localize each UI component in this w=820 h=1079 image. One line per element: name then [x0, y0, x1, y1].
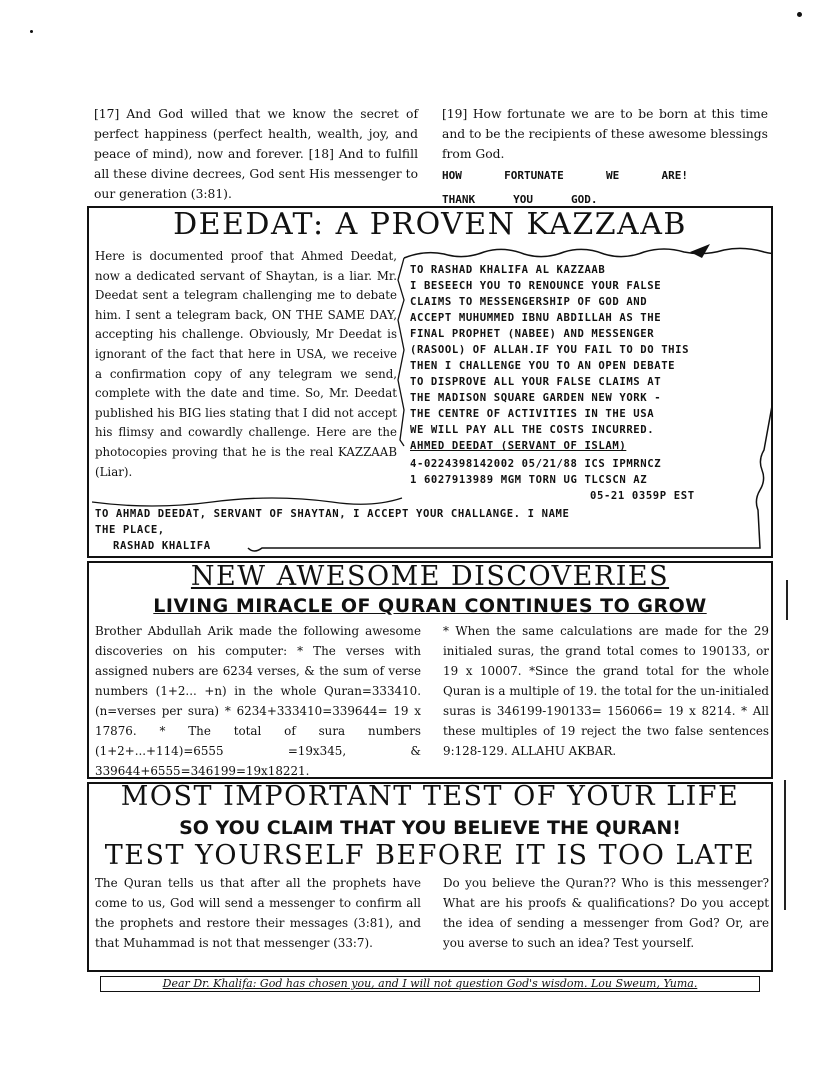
discoveries-subtitle: LIVING MIRACLE OF QURAN CONTINUES TO GROW — [153, 595, 707, 617]
telegram-line: ACCEPT MUHUMMED IBNU ABDILLAH AS THE — [410, 312, 662, 324]
telegram-line: THE MADISON SQUARE GARDEN NEW YORK - — [410, 392, 662, 404]
reply-line: THE PLACE, — [95, 524, 165, 536]
fortunate-line — [442, 166, 688, 186]
discoveries-right-text: * When the same calculations are made for the 29 initialed suras, the grand total comes to 190133, or 19 x 10007. *Since the grand total for the whole Quran is a multiple of 19. the total for the un-initialed suras is 346199-190133= 156066= 19 x 8214. * All these multiples of 19 reject the two false sentences 9:128-129. ALLAHU AKBAR. — [443, 624, 769, 758]
top-right-column — [442, 104, 768, 210]
test-left-text: The Quran tells us that after all the prophets have come to us, God will send a messenger to confirm all the prophets and restore their messages (3:81), and that Muhammad is not that messenger (33:7). — [95, 876, 421, 950]
telegram-line: TO DISPROVE ALL YOUR FALSE CLAIMS AT — [410, 376, 662, 388]
deedat-title: DEEDAT: A PROVEN KAZZAAB — [173, 207, 687, 242]
discoveries-left-text: Brother Abdullah Arik made the following awesome discoveries on his computer: * The verses with assigned nubers are 6234 verses, & the sum of verse numbers (1+2... +n) in the whole Quran=333410. (n=verses per sura) * 6234+333410=339644= 19 x 17876. * The total of sura numbers (1+2+...+114)=6555 =19x345, & 339644+6555=346199=19x18221. — [95, 624, 421, 778]
telegram-line: WE WILL PAY ALL THE COSTS INCURRED. — [410, 424, 655, 436]
reply-line: TO AHMAD DEEDAT, SERVANT OF SHAYTAN, I ACCEPT YOUR CHALLANGE. I NAME — [95, 508, 570, 520]
discoveries-right-column — [443, 621, 769, 761]
test-subtitle: SO YOU CLAIM THAT YOU BELIEVE THE QURAN! — [179, 817, 681, 839]
caps-word: HOW — [442, 169, 462, 182]
reply-header-line: 4-0224398142002 05/21/88 ICS IPMRNCZ — [410, 458, 662, 470]
caps-word: THANK — [442, 193, 476, 206]
deedat-telegram — [410, 262, 770, 454]
discoveries-left-column — [95, 621, 421, 781]
caps-word: YOU — [513, 193, 533, 206]
scan-edge-mark — [784, 780, 786, 910]
top-left-column — [94, 104, 418, 204]
scan-speck — [797, 12, 802, 17]
test-left-column — [95, 873, 421, 953]
telegram-line: (RASOOL) OF ALLAH.IF YOU FAIL TO DO THIS — [410, 344, 690, 356]
reply-header-line: 05-21 0359P EST — [590, 490, 695, 502]
footer-quote: Dear Dr. Khalifa: God has chosen you, and I will not question God's wisdom. Lou Sweum, Yuma. — [162, 977, 698, 990]
telegram-line: AHMED DEEDAT (SERVANT OF ISLAM) — [410, 440, 627, 452]
reply-line: RASHAD KHALIFA — [113, 540, 211, 552]
deedat-body-text: Here is documented proof that Ahmed Deedat, now a dedicated servant of Shaytan, is a liar. Mr. Deedat sent a telegram challenging me to debate him. I sent a telegram back, ON THE SAME DAY, accepting his challenge. Obviously, Mr Deedat is ignorant of the fact that here in USA, we receive a confirmation copy of any telegram we send, complete with the date and time. So, Mr. Deedat published his BIG lies stating that I did not accept his flimsy and cowardly challenge. Here are the photocopies proving that he is the real KAZZAAB (Liar). — [95, 249, 397, 479]
test-title: MOST IMPORTANT TEST OF YOUR LIFE — [120, 781, 740, 812]
caps-word: GOD. — [571, 193, 598, 206]
telegram-line: CLAIMS TO MESSENGERSHIP OF GOD AND — [410, 296, 648, 308]
scan-edge-mark — [786, 580, 788, 620]
test-right-text: Do you believe the Quran?? Who is this messenger? What are his proofs & qualifications? Do you accept the idea of sending a messenger from God? Or, are you averse to such an idea? Test yourself. — [443, 876, 769, 950]
caps-word: ARE! — [661, 169, 688, 182]
test-right-column — [443, 873, 769, 953]
reply-telegram — [95, 506, 765, 554]
top-left-text: [17] And God willed that we know the secret of perfect happiness (perfect health, wealth, joy, and peace of mind), now and forever. [18] And to fulfill all these divine decrees, God sent His messenger to our generation (3:81). — [94, 107, 418, 201]
caps-word: WE — [605, 169, 620, 182]
discoveries-title: NEW AWESOME DISCOVERIES — [190, 561, 670, 592]
scan-speck — [30, 30, 33, 33]
telegram-line: FINAL PROPHET (NABEE) AND MESSENGER — [410, 328, 655, 340]
test-title-2: TEST YOURSELF BEFORE IT IS TOO LATE — [104, 840, 756, 871]
telegram-line: I BESEECH YOU TO RENOUNCE YOUR FALSE — [410, 280, 662, 292]
telegram-line: THE CENTRE OF ACTIVITIES IN THE USA — [410, 408, 655, 420]
reply-telegram-header — [410, 456, 770, 504]
telegram-line: THEN I CHALLENGE YOU TO AN OPEN DEBATE — [410, 360, 676, 372]
telegram-line: TO RASHAD KHALIFA AL KAZZAAB — [410, 264, 606, 276]
reply-header-line: 1 6027913989 MGM TORN UG TLCSCN AZ — [410, 474, 648, 486]
caps-word: FORTUNATE — [504, 169, 564, 182]
top-right-text: [19] How fortunate we are to be born at this time and to be the recipients of these awesome blessings from God. — [442, 107, 768, 161]
